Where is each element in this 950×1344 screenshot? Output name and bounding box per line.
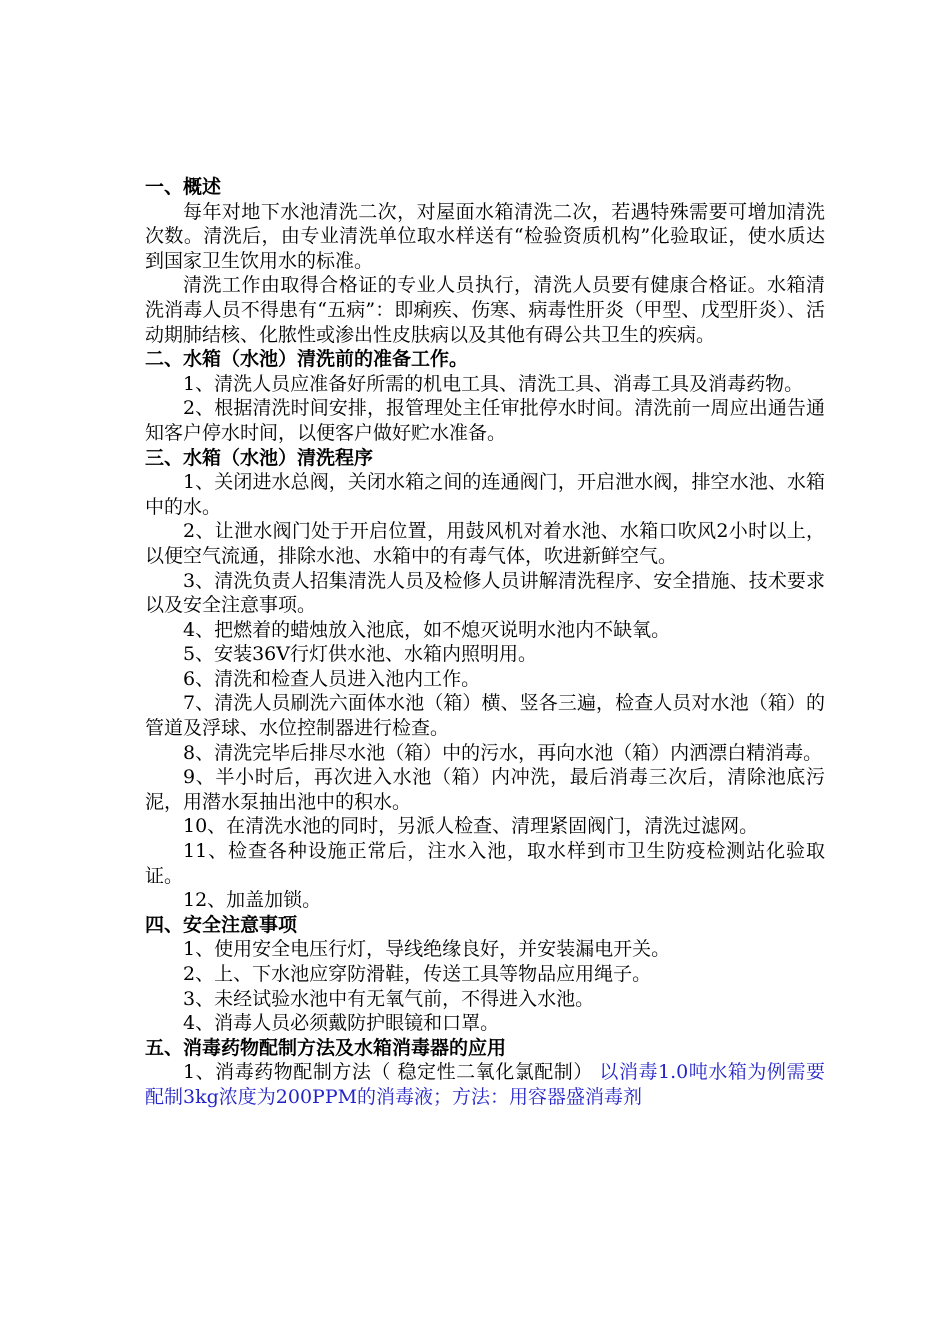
paragraph: 4、消毒人员必须戴防护眼镜和口罩。 [183, 1012, 500, 1035]
paragraph: 5、安装36V行灯供水池、水箱内照明用。 [183, 643, 537, 666]
paragraph: 6、清洗和检查人员进入池内工作。 [183, 667, 481, 690]
paragraph: 3、清洗负责人招集清洗人员及检修人员讲解清洗程序、安全措施、技术要求以及安全注意事项。 [145, 569, 825, 617]
paragraph-black-text: 1、消毒药物配制方法（ 稳定性二氧化氯配制） [183, 1061, 593, 1084]
paragraph: 3、未经试验水池中有无氧气前，不得进入水池。 [183, 987, 595, 1010]
section-procedure [145, 446, 825, 913]
paragraph: 9、半小时后，再次进入水池（箱）内冲洗，最后消毒三次后，清除池底污泥，用潜水泵抽出池中的积水。 [145, 766, 825, 813]
paragraph: 10、在清洗水池的同时，另派人检查、清理紧固阀门，清洗过滤网。 [183, 815, 759, 838]
paragraph: 1、关闭进水总阀，关闭水箱之间的连通阀门，开启泄水阀，排空水池、水箱中的水。 [145, 471, 825, 518]
paragraph: 清洗工作由取得合格证的专业人员执行，清洗人员要有健康合格证。水箱清洗消毒人员不得患有“五病”：即痢疾、伤寒、病毒性肝炎（甲型、戊型肝炎）、活动期肺结核、化脓性或渗出性皮肤病以及其他有碍公共卫生的疾病。 [145, 274, 825, 346]
section-preparation [145, 347, 825, 445]
paragraph: 2、根据清洗时间安排，报管理处主任审批停水时间。清洗前一周应出通告通知客户停水时间，以便客户做好贮水准备。 [145, 397, 825, 444]
section-heading: 三、水箱（水池）清洗程序 [145, 446, 374, 469]
paragraph: 2、让泄水阀门处于开启位置，用鼓风机对着水池、水箱口吹风2小时以上，以便空气流通，排除水池、水箱中的有毒气体，吹进新鲜空气。 [145, 520, 825, 567]
document-body [145, 175, 825, 1110]
section-disinfection [145, 1036, 825, 1110]
paragraph: 1、使用安全电压行灯，导线绝缘良好，并安装漏电开关。 [183, 938, 671, 961]
paragraph: 8、清洗完毕后排尽水池（箱）中的污水，再向水池（箱）内洒漂白精消毒。 [183, 741, 823, 764]
paragraph: 每年对地下水池清洗二次，对屋面水箱清洗二次，若遇特殊需要可增加清洗次数。清洗后，由专业清洗单位取水样送有“检验资质机构”化验取证，使水质达到国家卫生饮用水的标准。 [145, 200, 825, 272]
paragraph-mixed [145, 1060, 825, 1109]
paragraph: 7、清洗人员刷洗六面体水池（箱）横、竖各三遍，检查人员对水池（箱）的管道及浮球、水位控制器进行检查。 [145, 692, 825, 740]
paragraph: 11、检查各种设施正常后，注水入池，取水样到市卫生防疫检测站化验取证。 [145, 840, 825, 887]
section-heading: 五、消毒药物配制方法及水箱消毒器的应用 [145, 1036, 507, 1059]
paragraph: 1、清洗人员应准备好所需的机电工具、清洗工具、消毒工具及消毒药物。 [183, 372, 804, 395]
section-overview [145, 175, 825, 347]
section-safety [145, 913, 825, 1036]
paragraph: 12、加盖加锁。 [183, 889, 322, 912]
paragraph: 2、上、下水池应穿防滑鞋，传送工具等物品应用绳子。 [183, 963, 652, 985]
section-heading: 一、概述 [145, 176, 222, 198]
paragraph: 4、把燃着的蜡烛放入池底，如不熄灭说明水池内不缺氧。 [183, 618, 671, 641]
section-heading: 二、水箱（水池）清洗前的准备工作。 [145, 348, 469, 371]
section-heading: 四、安全注意事项 [145, 913, 298, 936]
paragraph-blue-text: 以消毒1.0吨水箱为例需要配制3kg浓度为200PPM的消毒液；方法：用容器盛消毒剂 [145, 1061, 825, 1108]
